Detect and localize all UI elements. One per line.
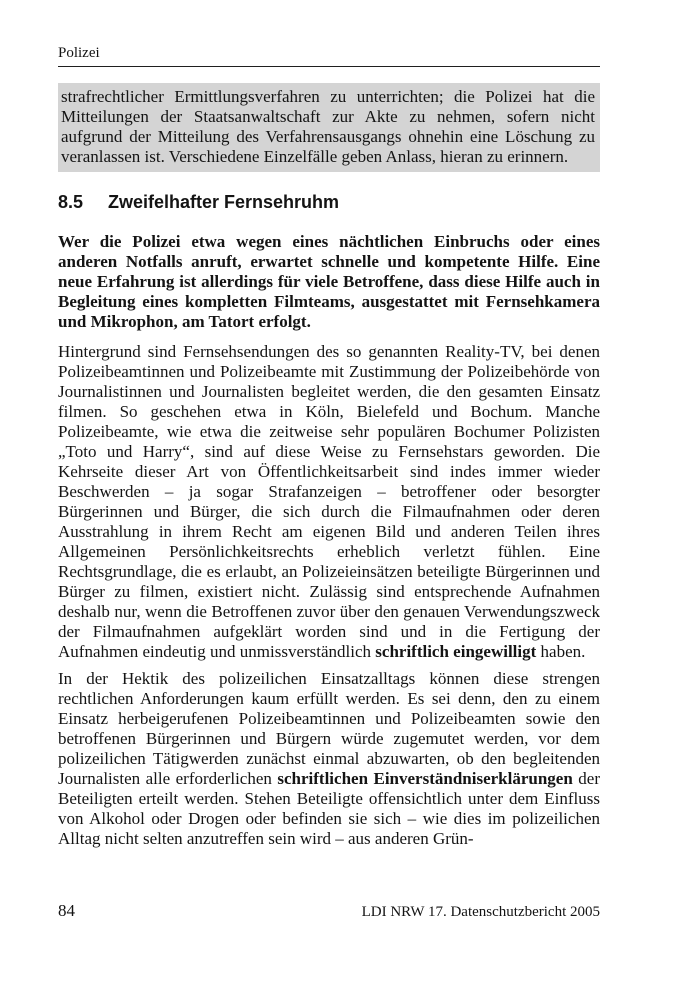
body-paragraph-einsatzalltag: In der Hektik des polizeilichen Einsatzalltags können diese strengen rechtlichen Anforderungen kaum erfüllt werden. Es sei denn, den zu einem Einsatz herbeigerufenen Polizeibeamtinnen und Polizeibeamten sowie den betroffenen Bürgerinnen und Bürgern würde zugemutet werden, vor dem polizeilichen Tätigwerden zunächst einmal abzuwarten, ob den begleitenden Journalisten alle erforderlichen schriftlichen Einverständniserklärungen der Beteiligten erteilt werden. Stehen Beteiligte offensichtlich unter dem Einfluss von Alkohol oder Drogen oder befinden sie sich – wie dies im polizeilichen Alltag nicht selten anzutreffen sein wird – aus anderen Grün- — [58, 669, 600, 848]
page-footer — [58, 901, 600, 921]
section-heading — [58, 192, 600, 212]
highlighted-paragraph: strafrechtlicher Ermittlungsverfahren zu unterrichten; die Polizei hat die Mitteilungen der Staatsanwaltschaft zur Akte zu nehmen, sofern nicht aufgrund der Mitteilung des Verfahrensausgangs ohnehin eine Löschung zu veranlassen ist. Verschiedene Einzelfälle geben Anlass, hieran zu erinnern. — [58, 83, 600, 172]
footer-report-title: LDI NRW 17. Datenschutzbericht 2005 — [361, 904, 600, 920]
page-number: 84 — [58, 901, 75, 920]
lead-paragraph: Wer die Polizei etwa wegen eines nächtlichen Einbruchs oder eines anderen Notfalls anruft, erwartet schnelle und kompetente Hilfe. Eine neue Erfahrung ist allerdings für viele Betroffene, dass diese Hilfe auch in Begleitung eines kompletten Filmteams, ausgestattet mit Fernsehkamera und Mikrophon, am Tatort erfolgt. — [58, 232, 600, 331]
section-title: Zweifelhafter Fernsehruhm — [108, 192, 340, 212]
running-header-title: Polizei — [58, 45, 100, 61]
section-number: 8.5 — [58, 192, 84, 212]
body-paragraph-reality-tv: Hintergrund sind Fernsehsendungen des so genannten Reality-TV, bei denen Polizeibeamtinnen und Polizeibeamte mit Zustimmung der Polizeibehörde von Journalistinnen und Journalisten begleitet werden, die den gesamten Einsatz filmen. So geschehen etwa in Köln, Bielefeld und Bochum. Manche Polizeibeamte, wie etwa die zeitweise sehr populären Bochumer Polizisten „Toto und Harry“, sind auf diese Weise zu Fernsehstars geworden. Die Kehrseite dieser Art von Öffentlichkeitsarbeit sind indes immer wieder Beschwerden – ja sogar Strafanzeigen – betroffener oder besorgter Bürgerinnen und Bürger, die sich durch die Filmaufnahmen oder deren Ausstrahlung in ihrem Recht am eigenen Bild und anderen Teilen ihres Allgemeinen Persönlichkeitsrechts erheblich verletzt fühlen. Eine Rechtsgrundlage, die es erlaubt, an Polizeieinsätzen beteiligte Bürgerinnen und Bürger zu filmen, existiert nicht. Zulässig sind entsprechende Aufnahmen deshalb nur, wenn die Betroffenen zuvor über den genauen Verwendungszweck der Filmaufnahmen aufgeklärt worden sind und in die Fertigung der Aufnahmen eindeutig und unmissverständlich schriftlich eingewilligt haben. — [58, 342, 600, 661]
page-header — [58, 44, 600, 67]
